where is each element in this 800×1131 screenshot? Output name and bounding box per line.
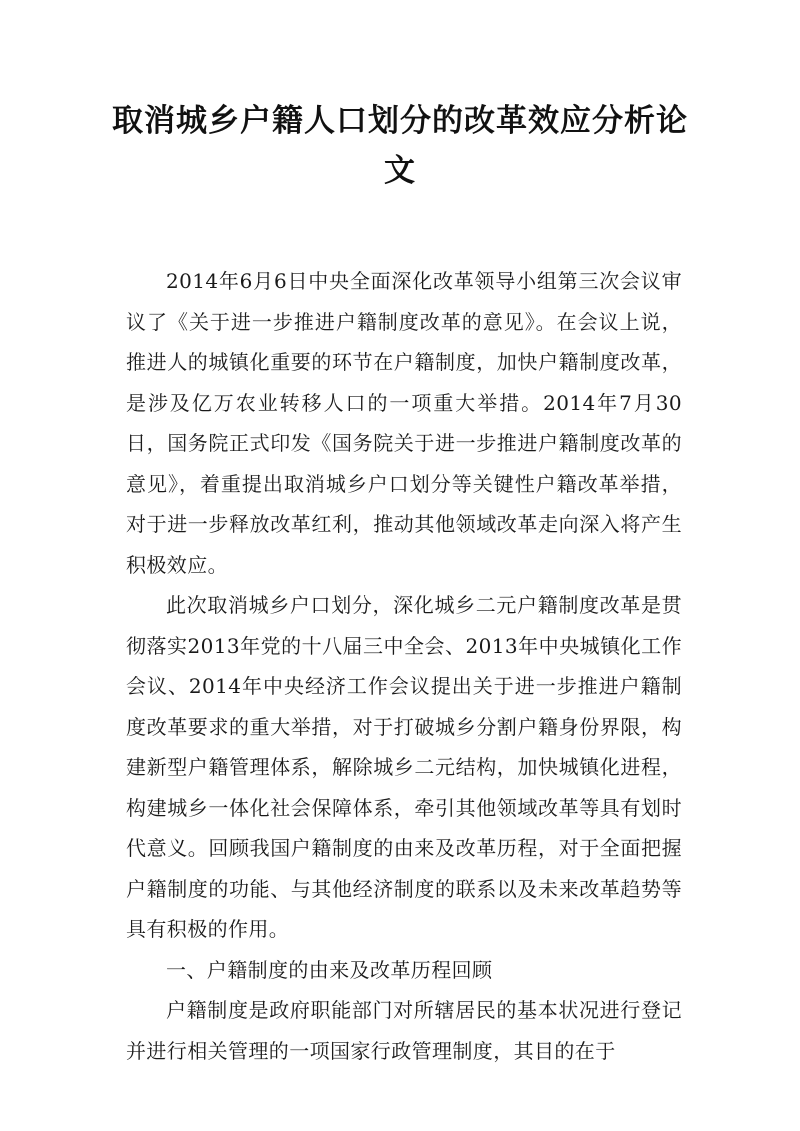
section-heading: 一、户籍制度的由来及改革历程回顾 xyxy=(166,957,493,982)
paragraph-significance: 此次取消城乡户口划分，深化城乡二元户籍制度改革是贯彻落实2013年党的十八届三中全会、2013年中央城镇化工作会议、2014年中央经济工作会议提出关于进一步推进户籍制度改革要求的重大举措，对于打破城乡分割户籍身份界限，构建新型户籍管理体系，解除城乡二元结构，加快城镇化进程，构建城乡一体化社会保障体系，牵引其他领域改革等具有划时代意义。回顾我国户籍制度的由来及改革历程，对于全面把握户籍制度的功能、与其他经济制度的联系以及未来改革趋势等具有积极的作用。 xyxy=(126,593,682,941)
paragraph-section-1: 户籍制度是政府职能部门对所辖居民的基本状况进行登记并进行相关管理的一项国家行政管理制度，其目的在于 xyxy=(126,998,682,1063)
paragraph-intro: 2014年6月6日中央全面深化改革领导小组第三次会议审议了《关于进一步推进户籍制度改革的意见》。在会议上说，推进人的城镇化重要的环节在户籍制度，加快户籍制度改革，是涉及亿万农业转移人口的一项重大举措。2014年7月30日，国务院正式印发《国务院关于进一步推进户籍制度改革的意见》，着重提出取消城乡户口划分等关键性户籍改革举措，对于进一步释放改革红利，推动其他领域改革走向深入将产生积极效应。 xyxy=(126,269,682,577)
document-body xyxy=(126,261,682,1071)
document-title: 取消城乡户籍人口划分的改革效应分析论文 xyxy=(112,103,688,189)
